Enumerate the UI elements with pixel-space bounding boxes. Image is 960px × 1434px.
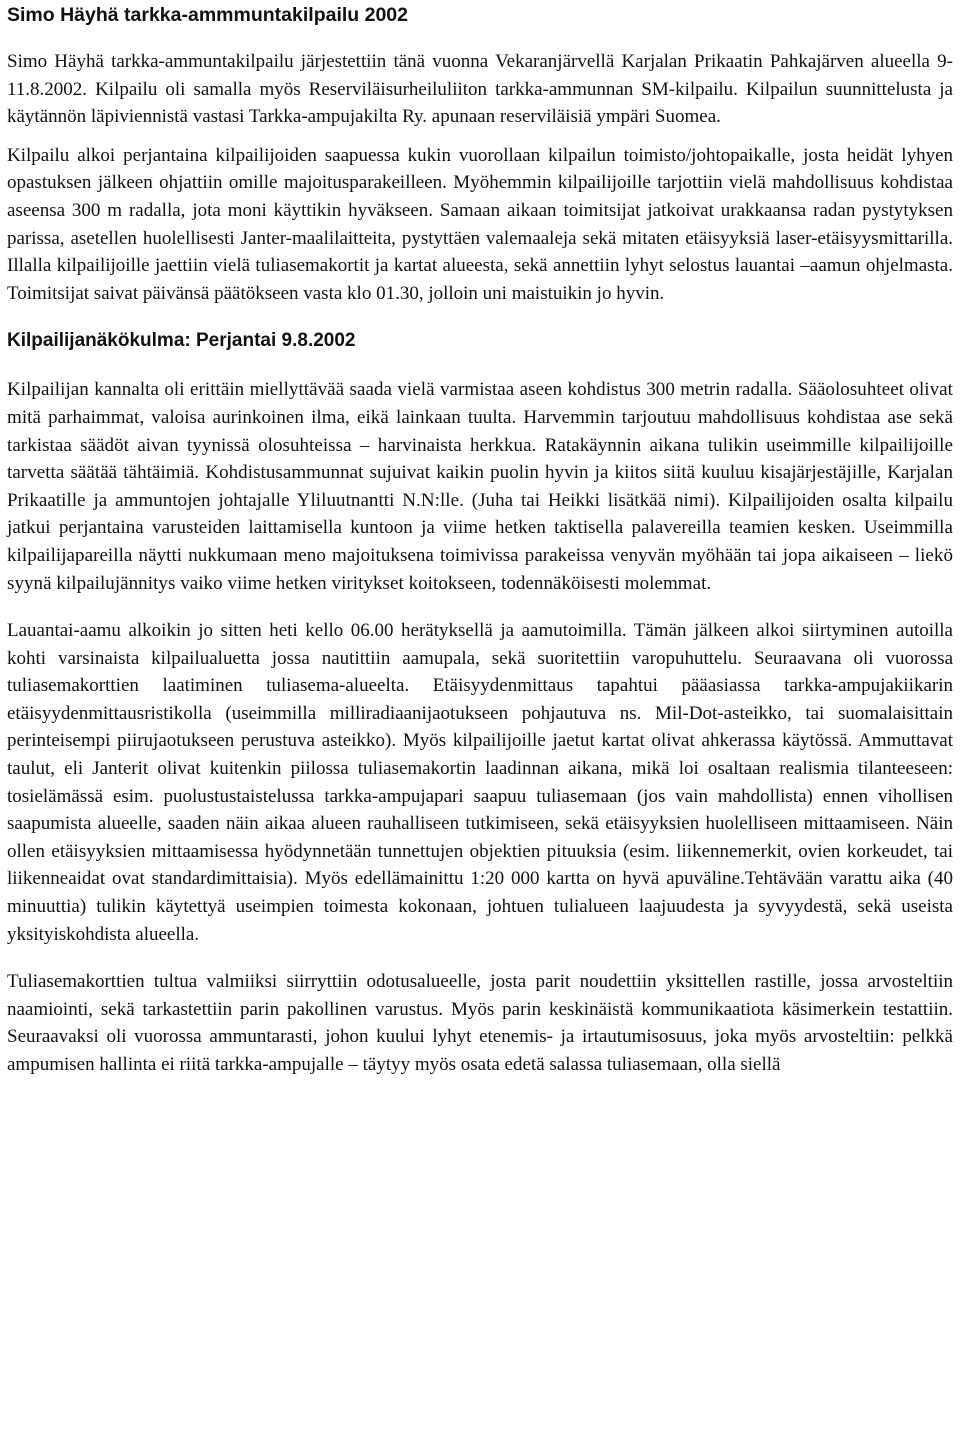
firing-positions-paragraph: Tuliasemakorttien tultua valmiiksi siirryttiin odotusalueelle, josta parit noudettiin yksittellen rastille, jossa arvosteltiin naamiointi, sekä tarkastettiin parin pakollinen varustus. Myös parin keskinäistä kommunikaatiota käsimerkein testattiin. Seuraavaksi oli vuorossa ammuntarasti, johon kuului lyhyt etenemis- ja irtautumisosuus, joka myös arvosteltiin: pelkkä ampumisen hallinta ei riitä tarkka-ampujalle – täytyy myös osata edetä salassa tuliasemaan, olla siellä bbox=[7, 971, 953, 1075]
competitor-paragraph: Kilpailijan kannalta oli erittäin miellyttävää saada vielä varmistaa aseen kohdistus 300 metrin radalla. Sääolosuhteet olivat mitä parhaimmat, valoisa aurinkoinen ilma, eikä lainkaan tuulta. Harvemmin tarjoutuu mahdollisuus kohdistaa ase sekä tarkistaa säädöt aivan tyynissä olosuhteissa – harvinaista herkkua. Ratakäynnin aikana tulikin useimmille kilpailijoille tarvetta säätää tähtäimiä. Kohdistusammunnat sujuivat kaikin puolin hyvin ja kiitos siitä kuuluu kisajärjestäjille, Karjalan Prikaatille ja ammuntojen johtajalle Yliluutnantti N.N:lle. (Juha tai Heikki lisätkää nimi). Kilpailijoiden osalta kilpailu jatkui perjantaina varusteiden laittamisella kuntoon ja viime hetken taktisella palavereilla teamien kesken. Useimmilla kilpailijapareilla näytti nukkumaan meno majoituksena toimivissa parakeissa venyvän myöhään tai jopa aikaiseen – liekö syynä kilpailujännitys vaiko viime hetken viritykset koitokseen, todennäköisesti molemmat. bbox=[7, 379, 953, 594]
saturday-paragraph: Lauantai-aamu alkoikin jo sitten heti kello 06.00 herätyksellä ja aamutoimilla. Tämän jälkeen alkoi siirtyminen autoilla kohti varsinaista kilpailualuetta jossa nautittiin aamupala, sekä suoritettiin varopuhuttelu. Seuraavana oli vuorossa tuliasemakorttien laatiminen tuliasema-alueelta. Etäisyydenmittaus tapahtui pääasiassa tarkka-ampujakiikarin etäisyydenmittausristikolla (useimmilla milliradiaanijaotukseen pohjautuva ns. Mil-Dot-asteikko, tai suomalaisittain perinteisempi piirujaotukseen perustuva asteikko). Myös kilpailijoille jaetut kartat olivat ahkerassa käytössä. Ammuttavat taulut, eli Janterit olivat kuitenkin piilossa tuliasemakortin laadinnan aikana, mikä loi osaltaan realismia tilanteeseen: tosielämässä esim. puolustustaistelussa tarkka-ampujapari saapuu tuliasemaan (jos vain mahdollista) ennen vihollisen saapumista alueelle, saaden näin aikaa alueen rauhalliseen tutkimiseen, sekä etäisyyksien huolelliseen mittaamiseen. Näin ollen etäisyyksien mittaamisessa hyödynnetään tunnettujen objektien pituuksia (esim. liikennemerkit, ovien korkeudet, tai liikenneaidat ovat standardimittaisia). Myös edellämainittu 1:20 000 kartta on hyvä apuväline.Tehtävään varattu aika (40 minuuttia) tulikin käytettyä useimpien toimesta kokonaan, johtuen tulialueen laajuudesta ja syvyydestä, sekä useista yksityiskohdista alueella. bbox=[7, 620, 953, 945]
intro-paragraph: Simo Häyhä tarkka-ammuntakilpailu järjestettiin tänä vuonna Vekaranjärvellä Karjalan Prikaatin Pahkajärven alueella 9-11.8.2002. Kilpailu oli samalla myös Reserviläisurheiluliiton tarkka-ammunnan SM-kilpailu. Kilpailun suunnittelusta ja käytännön läpiviennistä vastasi Tarkka-ampujakilta Ry. apunaan reserviläisiä ympäri Suomea. bbox=[7, 51, 953, 128]
page-title: Simo Häyhä tarkka-ammmuntakilpailu 2002 bbox=[7, 4, 408, 26]
friday-paragraph: Kilpailu alkoi perjantaina kilpailijoiden saapuessa kukin vuorollaan kilpailun toimisto/johtopaikalle, josta heidät lyhyen opastuksen jälkeen ohjattiin omille majoitusparakeilleen. Myöhemmin kilpailijoille tarjottiin vielä mahdollisuus kohdistaa aseensa 300 m radalla, jota moni käyttikin hyväkseen. Samaan aikaan toimitsijat jatkoivat urakkaansa radan pystytyksen parissa, asetellen huolellisesti Janter-maalilaitteita, pystyttäen valemaaleja sekä mitaten etäisyyksiä laser-etäisyysmittarilla. Illalla kilpailijoille jaettiin vielä tuliasemakortit ja kartat alueesta, sekä annettiin lyhyt selostus lauantai –aamun ohjelmasta. Toimitsijat saivat päivänsä päätökseen vasta klo 01.30, jolloin uni maistuikin jo hyvin. bbox=[7, 144, 953, 304]
section-heading: Kilpailijanäkökulma: Perjantai 9.8.2002 bbox=[7, 330, 356, 352]
